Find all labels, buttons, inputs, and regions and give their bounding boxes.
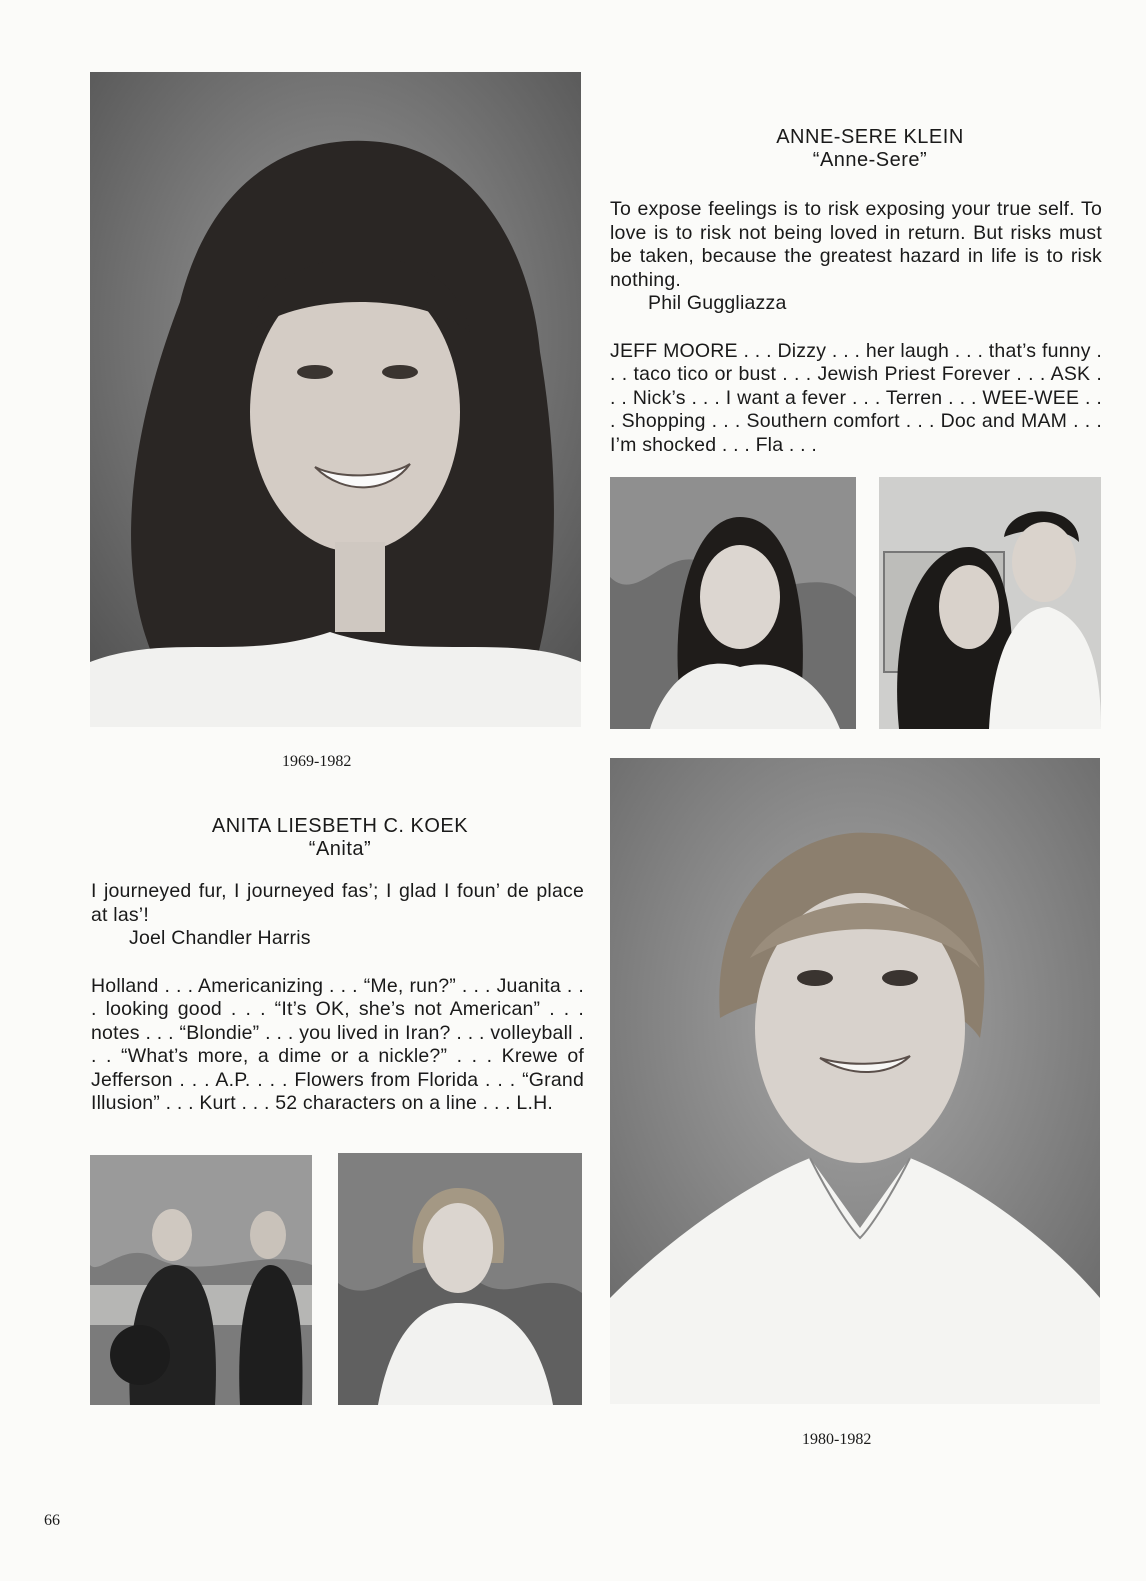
koek-text-block	[91, 880, 584, 1116]
koek-candid-photo-1	[90, 1155, 312, 1405]
koek-name-block	[120, 815, 560, 861]
koek-nickname: “Anita”	[308, 838, 372, 860]
klein-quote: To expose feelings is to risk exposing your true self. To love is to risk not being loved in return. But risks must be taken, because the greatest hazard in life is to risk nothing.	[610, 198, 1102, 291]
koek-portrait-photo	[610, 758, 1100, 1404]
klein-candid-photo-2	[879, 477, 1101, 729]
klein-text-block	[610, 198, 1102, 457]
klein-quote-author: Phil Guggliazza	[648, 292, 787, 314]
koek-candid-photo-2	[338, 1153, 582, 1405]
klein-memories: JEFF MOORE . . . Dizzy . . . her laugh . . . that’s funny . . . taco tico or bust . . . Jewish Priest Forever . . . ASK . . . Nick’s . . . I want a fever . . . Terren . . . WEE-WEE . . . Shopping . . . Southern comfort . . . Doc and MAM . . . I’m shocked . . . Fla . . .	[610, 339, 1102, 456]
page-number: 66	[44, 1512, 60, 1529]
klein-candid-photo-1	[610, 477, 856, 729]
klein-years: 1969-1982	[282, 753, 352, 770]
klein-portrait-photo	[90, 72, 581, 727]
klein-name: ANNE-SERE KLEIN	[776, 126, 964, 148]
koek-name: ANITA LIESBETH C. KOEK	[211, 815, 469, 837]
klein-nickname: “Anne-Sere”	[812, 149, 928, 171]
koek-years: 1980-1982	[802, 1431, 872, 1448]
klein-name-block	[650, 126, 1090, 172]
koek-memories: Holland . . . Americanizing . . . “Me, run?” . . . Juanita . . . looking good . . . “It’s OK, she’s not American” . . . notes . . . “Blondie” . . . you lived in Iran? . . . volleyball . . . “What’s more, a dime or a nickle?” . . . Krewe of Jefferson . . . A.P. . . . Flowers from Florida . . . “Grand Illusion” . . . Kurt . . . 52 characters on a line . . . L.H.	[91, 974, 584, 1114]
koek-quote-author: Joel Chandler Harris	[129, 927, 311, 949]
koek-quote: I journeyed fur, I journeyed fas’; I glad I foun’ de place at las’!	[91, 880, 584, 926]
